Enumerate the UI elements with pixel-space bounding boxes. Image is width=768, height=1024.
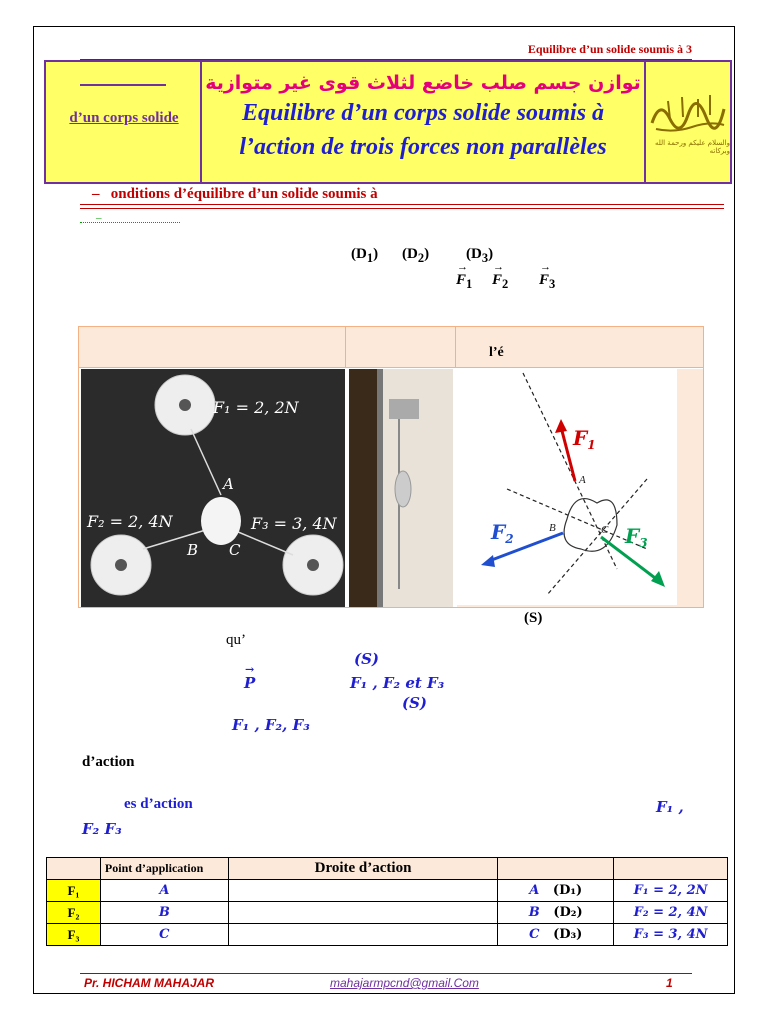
text-p: → P	[244, 674, 255, 692]
diagram-label-f1: F	[573, 426, 588, 450]
dynamometer-dial-1	[155, 375, 215, 435]
force-cell: F₂	[47, 902, 101, 924]
banner-left-label: d’un corps solide	[69, 110, 179, 126]
diagram-label-b: B	[549, 522, 556, 534]
logo-subtext: والسلام عليكم ورحمة الله وبركاته	[654, 139, 730, 155]
force-cell: F₁	[47, 880, 101, 902]
diagram-label-f3: F	[625, 524, 640, 548]
section-dash: –	[92, 186, 100, 202]
header-cell-droite: Droite d’action	[228, 858, 498, 880]
force-diagram	[457, 369, 703, 607]
droite-cell	[228, 880, 498, 902]
table-header-row	[47, 858, 728, 880]
diagram-label-c: C	[601, 524, 609, 536]
basmala-logo	[646, 62, 730, 182]
diagram-label-f2: F	[491, 520, 506, 544]
banner-title-cell	[202, 62, 646, 182]
footer-rule	[80, 973, 692, 974]
forces-table	[46, 857, 728, 946]
text-s-mark-2: (S)	[402, 694, 428, 712]
text-forces: F₁ , F₂ et F₃	[350, 674, 445, 692]
running-title: Equilibre d’un solide soumis à 3	[80, 42, 692, 60]
table-row	[47, 924, 728, 946]
banner-rule	[80, 84, 166, 86]
text-force-names: F₁ , F₂, F₃	[232, 716, 310, 734]
footer-email-link[interactable]: mahajarmpcnd@gmail.Com	[330, 976, 479, 990]
arabic-title: توازن جسم صلب خاضع لثلاث قوى غير متوازية	[205, 72, 641, 94]
photo-table-header	[79, 327, 703, 368]
calligraphy-icon	[648, 89, 728, 139]
droite-cell	[228, 924, 498, 946]
point-cell: A	[100, 880, 228, 902]
solid-plate	[201, 497, 241, 545]
dynamometer-photo	[81, 369, 345, 607]
vector-f1: → $F_1$	[456, 272, 472, 292]
text-s-mark: (S)	[354, 650, 380, 668]
vector-f2: → $F_2$	[492, 272, 508, 292]
text-f1-right: F₁ ,	[656, 798, 684, 816]
direction-cell: A (D₁)	[498, 880, 614, 902]
dynamometer-dial-2	[91, 535, 151, 595]
header-cell-point: Point d’application	[100, 858, 228, 880]
point-cell: C	[100, 924, 228, 946]
photo-label-b: B	[187, 541, 199, 559]
side-view-photo	[349, 369, 453, 607]
experiment-photo-table	[78, 326, 704, 608]
header-cell-intensity	[614, 858, 728, 880]
header-cell-direction	[498, 858, 614, 880]
line-d1: $(D_1)$	[351, 246, 379, 265]
svg-text:F2: $F_2$	[491, 520, 514, 546]
photo-header-text: l’é	[489, 345, 504, 360]
droite-cell	[228, 902, 498, 924]
photo-label-c: C	[229, 541, 241, 559]
french-title-line1: Equilibre d’un corps solide soumis à	[241, 100, 605, 126]
text-es-daction: es d’action	[124, 796, 193, 812]
section-title: onditions d’équilibre d’un solide soumis à	[110, 186, 378, 202]
direction-cell: C (D₃)	[498, 924, 614, 946]
line-d3: $(D_3)$	[466, 246, 494, 265]
force-cell: F₃	[47, 924, 101, 946]
vector-f3: → $F_3$	[539, 272, 555, 292]
banner-left-cell	[46, 62, 202, 182]
title-banner	[44, 60, 732, 184]
header-cell-empty	[47, 858, 101, 880]
text-f2-f3: F₂ F₃	[82, 820, 122, 838]
subsection-dash: _	[96, 208, 102, 220]
photo-label-f2: F₂ = 2, 4N	[87, 512, 173, 531]
text-daction: d’action	[82, 754, 135, 770]
intensity-cell: F₂ = 2, 4N	[614, 902, 728, 924]
photo-label-f3: F₃ = 3, 4N	[251, 514, 337, 533]
section-underline-2	[80, 208, 724, 209]
svg-text:F3: $F_3$	[625, 524, 648, 550]
dotted-rule	[80, 216, 180, 223]
footer-author: Pr. HICHAM MAHAJAR	[84, 976, 215, 990]
point-cell: B	[100, 902, 228, 924]
section-underline	[80, 204, 724, 205]
text-qu: qu’	[226, 632, 246, 648]
dynamometer-dial-3	[283, 535, 343, 595]
french-title-line2: l’action de trois forces non parallèles	[239, 134, 607, 160]
svg-text:F1: $F_1$	[573, 426, 596, 452]
section-heading	[92, 186, 378, 203]
photo-label-a: A	[223, 475, 234, 493]
figure-caption: (S)	[524, 610, 543, 626]
direction-cell: B (D₂)	[498, 902, 614, 924]
table-row	[47, 902, 728, 924]
diagram-label-a: A	[579, 474, 586, 486]
intensity-cell: F₁ = 2, 2N	[614, 880, 728, 902]
photo-label-f1: F₁ = 2, 2N	[213, 398, 299, 417]
table-row	[47, 880, 728, 902]
intensity-cell: F₃ = 3, 4N	[614, 924, 728, 946]
line-d2: $(D_2)$	[402, 246, 430, 265]
page-number: 1	[666, 976, 673, 990]
